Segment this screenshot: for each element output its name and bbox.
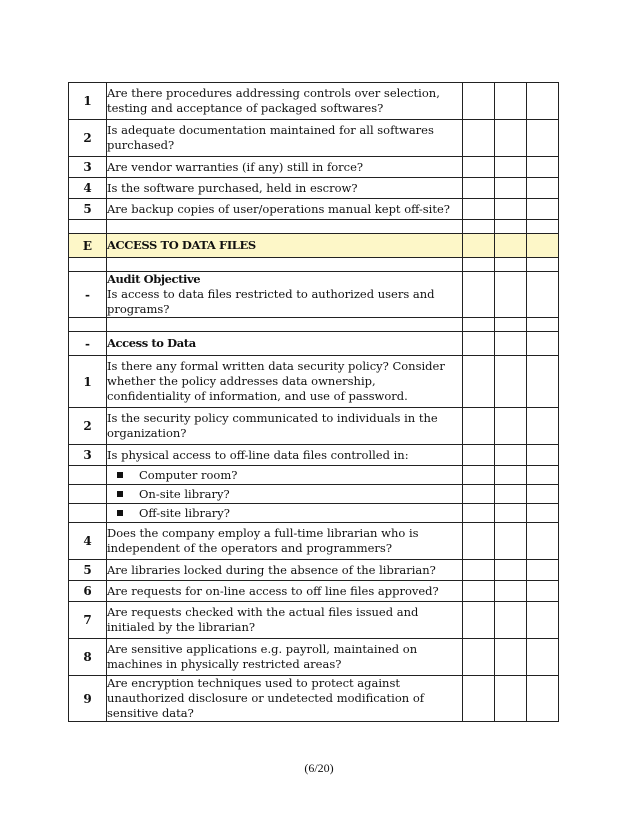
- bullet-item: [107, 466, 463, 485]
- checklist-table: [68, 82, 559, 722]
- check-cell[interactable]: [495, 560, 527, 581]
- check-cell[interactable]: [495, 408, 527, 445]
- check-cell[interactable]: [527, 560, 559, 581]
- subsection-marker: -: [69, 332, 107, 356]
- objective-heading: Audit Objective: [107, 272, 201, 286]
- row-number: 6: [69, 581, 107, 602]
- objective-row: [69, 272, 559, 318]
- square-bullet-icon: [117, 491, 123, 497]
- check-cell[interactable]: [495, 356, 527, 408]
- question-text: Is there any formal written data security policy? Consider whether the policy addresses data ownership, confidentiality of information, and use of password.: [107, 356, 463, 408]
- check-cell[interactable]: [495, 523, 527, 560]
- check-cell[interactable]: [527, 602, 559, 639]
- row-number: 4: [69, 178, 107, 199]
- check-cell[interactable]: [527, 445, 559, 466]
- bullet-row: [69, 466, 559, 485]
- section-letter: E: [69, 234, 107, 258]
- table-row: [69, 560, 559, 581]
- check-cell[interactable]: [463, 602, 495, 639]
- question-text: Are there procedures addressing controls over selection, testing and acceptance of packaged softwares?: [107, 83, 463, 120]
- check-cell[interactable]: [527, 408, 559, 445]
- section-header-row: [69, 234, 559, 258]
- bullet-row: [69, 504, 559, 523]
- check-cell[interactable]: [463, 199, 495, 220]
- check-cell[interactable]: [463, 178, 495, 199]
- check-cell[interactable]: [527, 639, 559, 676]
- question-text: Are sensitive applications e.g. payroll, maintained on machines in physically restricted areas?: [107, 639, 463, 676]
- bullet-text: Off-site library?: [139, 505, 230, 520]
- bullet-item: [107, 504, 463, 523]
- check-cell[interactable]: [463, 676, 495, 722]
- check-cell[interactable]: [527, 157, 559, 178]
- check-cell[interactable]: [495, 485, 527, 504]
- question-text: Are libraries locked during the absence of the librarian?: [107, 560, 463, 581]
- question-text: Is adequate documentation maintained for all softwares purchased?: [107, 120, 463, 157]
- check-cell[interactable]: [527, 120, 559, 157]
- question-text: Are backup copies of user/operations manual kept off-site?: [107, 199, 463, 220]
- check-cell[interactable]: [495, 581, 527, 602]
- bullet-row: [69, 485, 559, 504]
- audit-checklist: [68, 82, 558, 722]
- check-cell[interactable]: [495, 676, 527, 722]
- table-row: [69, 602, 559, 639]
- table-row: [69, 408, 559, 445]
- row-number: 5: [69, 560, 107, 581]
- check-cell[interactable]: [463, 466, 495, 485]
- question-text: Is the software purchased, held in escrow?: [107, 178, 463, 199]
- row-number: 1: [69, 356, 107, 408]
- objective-text: Is access to data files restricted to authorized users and programs?: [107, 287, 435, 316]
- check-cell[interactable]: [495, 83, 527, 120]
- question-text: Does the company employ a full-time librarian who is independent of the operators and programmers?: [107, 523, 463, 560]
- table-row: [69, 676, 559, 722]
- check-cell[interactable]: [527, 466, 559, 485]
- question-text: Are encryption techniques used to protect against unauthorized disclosure or undetected modification of sensitive data?: [107, 676, 463, 722]
- row-number: 3: [69, 445, 107, 466]
- check-cell[interactable]: [495, 120, 527, 157]
- table-row: [69, 199, 559, 220]
- square-bullet-icon: [117, 510, 123, 516]
- check-cell[interactable]: [527, 178, 559, 199]
- bullet-text: On-site library?: [139, 486, 230, 501]
- check-cell[interactable]: [463, 485, 495, 504]
- check-cell[interactable]: [463, 157, 495, 178]
- spacer-row: [69, 258, 559, 272]
- question-text: Is the security policy communicated to individuals in the organization?: [107, 408, 463, 445]
- row-number: 8: [69, 639, 107, 676]
- check-cell[interactable]: [463, 83, 495, 120]
- check-cell[interactable]: [495, 504, 527, 523]
- row-number: 5: [69, 199, 107, 220]
- row-number: 9: [69, 676, 107, 722]
- check-cell[interactable]: [463, 581, 495, 602]
- check-cell[interactable]: [495, 639, 527, 676]
- question-text: Is physical access to off-line data files controlled in:: [107, 445, 463, 466]
- check-cell[interactable]: [495, 157, 527, 178]
- objective-cell: [107, 272, 463, 318]
- check-cell[interactable]: [527, 676, 559, 722]
- spacer-row: [69, 318, 559, 332]
- row-number: 1: [69, 83, 107, 120]
- spacer-row: [69, 220, 559, 234]
- row-number: 2: [69, 408, 107, 445]
- check-cell[interactable]: [463, 523, 495, 560]
- bullet-text: Computer room?: [139, 467, 238, 482]
- page-number: (6/20): [304, 761, 334, 775]
- subsection-row: [69, 332, 559, 356]
- check-cell[interactable]: [527, 504, 559, 523]
- row-number: 4: [69, 523, 107, 560]
- check-cell[interactable]: [527, 581, 559, 602]
- check-cell[interactable]: [495, 178, 527, 199]
- check-cell[interactable]: [527, 83, 559, 120]
- check-cell[interactable]: [463, 445, 495, 466]
- check-cell[interactable]: [463, 504, 495, 523]
- check-cell[interactable]: [463, 639, 495, 676]
- check-cell[interactable]: [527, 199, 559, 220]
- square-bullet-icon: [117, 472, 123, 478]
- table-row: [69, 445, 559, 466]
- table-row: [69, 581, 559, 602]
- check-cell[interactable]: [527, 485, 559, 504]
- table-row: [69, 356, 559, 408]
- check-cell[interactable]: [495, 466, 527, 485]
- table-row: [69, 523, 559, 560]
- table-row: [69, 157, 559, 178]
- table-row: [69, 639, 559, 676]
- check-cell[interactable]: [527, 356, 559, 408]
- check-cell[interactable]: [495, 199, 527, 220]
- check-cell[interactable]: [495, 602, 527, 639]
- check-cell[interactable]: [527, 523, 559, 560]
- table-row: [69, 178, 559, 199]
- check-cell[interactable]: [463, 560, 495, 581]
- section-title: ACCESS TO DATA FILES: [107, 234, 463, 258]
- check-cell[interactable]: [463, 356, 495, 408]
- check-cell[interactable]: [495, 445, 527, 466]
- question-text: Are vendor warranties (if any) still in force?: [107, 157, 463, 178]
- row-number: 7: [69, 602, 107, 639]
- table-row: [69, 83, 559, 120]
- question-text: Are requests for on-line access to off line files approved?: [107, 581, 463, 602]
- check-cell[interactable]: [463, 408, 495, 445]
- table-row: [69, 120, 559, 157]
- bullet-item: [107, 485, 463, 504]
- row-number: 2: [69, 120, 107, 157]
- subsection-title: Access to Data: [107, 332, 463, 356]
- row-number: 3: [69, 157, 107, 178]
- question-text: Are requests checked with the actual files issued and initialed by the librarian?: [107, 602, 463, 639]
- check-cell[interactable]: [463, 120, 495, 157]
- objective-marker: -: [69, 272, 107, 318]
